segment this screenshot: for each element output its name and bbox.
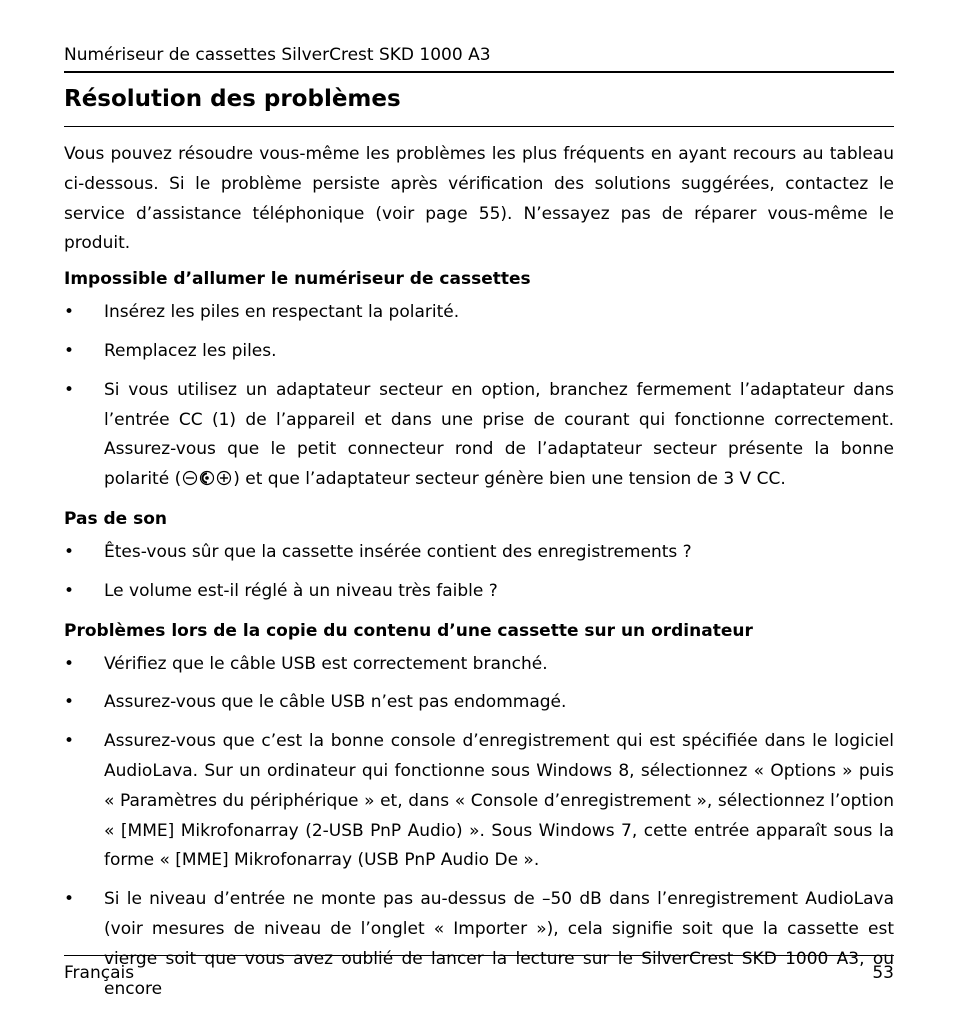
list-item: • Assurez-vous que c’est la bonne console d’enregistrement qui est spécifiée dans le logiciel AudioLava. Sur un ordinateur qui fonctionne sous Windows 8, sélectionnez « Options » puis « Paramètres du périphérique » et, dans « Console d’enregistrement », sélectionnez l’option « [MME] Mikrofonarray (2-USB PnP Audio) ». Sous Windows 7, cette entrée apparaît sous la forme « [MME] Mikrofonarray (USB PnP Audio De ». (64, 727, 894, 876)
page-content (64, 140, 894, 1016)
running-header: Numériseur de cassettes SilverCrest SKD 1000 A3 (64, 45, 491, 65)
header-rule (64, 71, 894, 73)
copy-problems-list (64, 650, 894, 1005)
footer-language: Français (64, 963, 135, 983)
subheading-copy-problems: Problèmes lors de la copie du contenu d’une cassette sur un ordinateur (64, 620, 753, 641)
list-item (64, 376, 894, 495)
item-text-after: ) et que l’adaptateur secteur génère bien une tension de 3 V CC. (233, 469, 786, 490)
footer-rule (64, 955, 894, 956)
list-item: • Êtes-vous sûr que la cassette insérée contient des enregistrements ? (64, 538, 894, 568)
subheading-no-sound: Pas de son (64, 508, 168, 529)
power-list (64, 298, 894, 495)
list-item: • Remplacez les piles. (64, 337, 894, 367)
list-item: • Vérifiez que le câble USB est correctement branché. (64, 650, 894, 680)
list-item: • Le volume est-il réglé à un niveau très faible ? (64, 577, 894, 607)
title-rule (64, 126, 894, 127)
list-item: • Si le niveau d’entrée ne monte pas au-dessus de –50 dB dans l’enregistrement AudioLava (voir mesures de niveau de l’onglet « Importer »), cela signifie soit que la cassette est vierge soit que vous avez oublié de lancer la lecture sur le SilverCrest SKD 1000 A3, ou encore (64, 885, 894, 1004)
item-text-before: Si vous utilisez un adaptateur secteur en option, branchez fermement l’adaptateur dans l’entrée CC (1) de l’appareil et dans une prise de courant qui fonctionne correctement. Assurez-vous que le petit connecteur rond de l’adaptateur secteur présente la bonne polarité ( (104, 379, 894, 490)
no-sound-list (64, 538, 894, 607)
intro-paragraph: Vous pouvez résoudre vous-même les problèmes les plus fréquents en ayant recours au tableau ci-dessous. Si le problème persiste après vérification des solutions suggérées, contactez le service d’assistance téléphonique (voir page 55). N’essayez pas de réparer vous-même le produit. (64, 144, 894, 254)
subheading-power: Impossible d’allumer le numériseur de cassettes (64, 269, 531, 290)
section-title: Résolution des problèmes (64, 86, 401, 112)
list-item: • Assurez-vous que le câble USB n’est pas endommagé. (64, 688, 894, 718)
page-number: 53 (872, 963, 894, 983)
list-item: • Insérez les piles en respectant la polarité. (64, 298, 894, 328)
polarity-icon (182, 470, 232, 486)
